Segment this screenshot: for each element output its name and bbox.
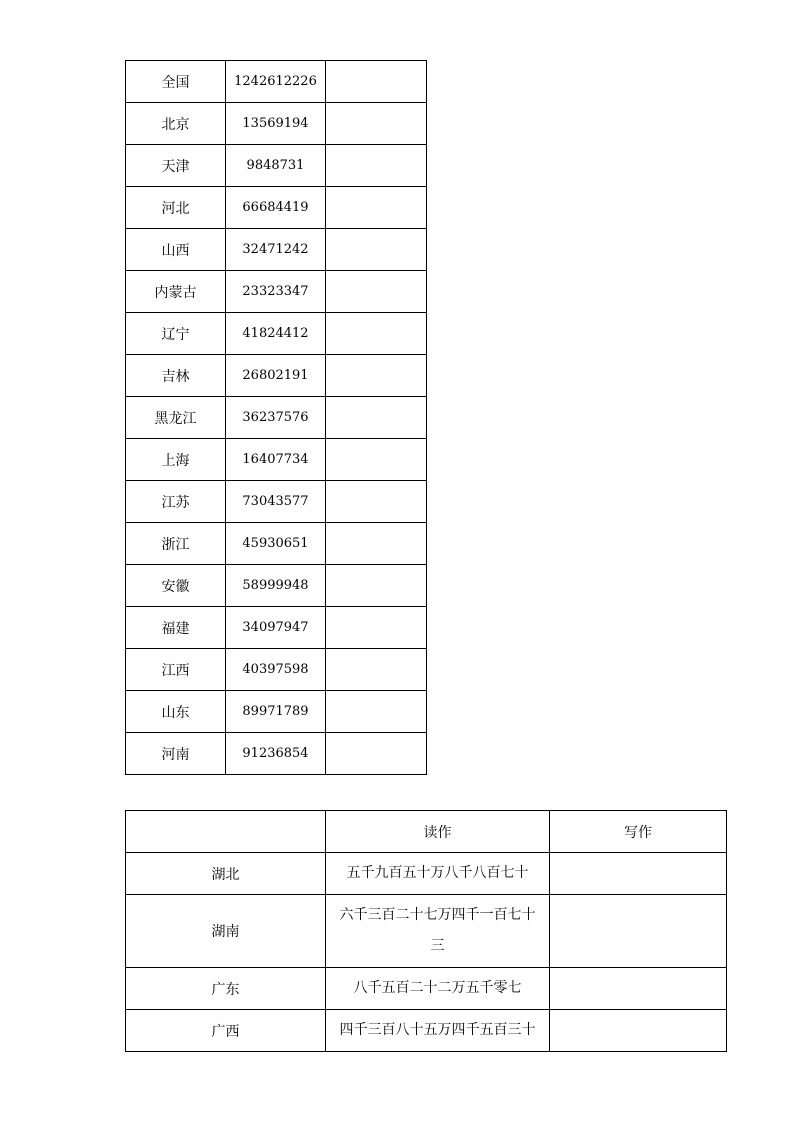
table-row <box>126 355 427 397</box>
blank-cell <box>326 607 427 649</box>
table-row <box>126 691 427 733</box>
blank-cell <box>326 355 427 397</box>
population-cell: 58999948 <box>226 565 326 607</box>
region-cell: 浙江 <box>126 523 226 565</box>
population-table-body <box>126 61 427 775</box>
table-row <box>126 1010 727 1052</box>
population-cell: 36237576 <box>226 397 326 439</box>
region-cell: 吉林 <box>126 355 226 397</box>
blank-cell <box>326 313 427 355</box>
table-row <box>126 313 427 355</box>
region-cell: 广西 <box>126 1010 326 1052</box>
population-cell: 73043577 <box>226 481 326 523</box>
reading-writing-table <box>125 810 727 1052</box>
blank-cell <box>326 649 427 691</box>
population-table <box>125 60 427 775</box>
table-row <box>126 481 427 523</box>
region-cell: 辽宁 <box>126 313 226 355</box>
reading-writing-table-body <box>126 811 727 1052</box>
table-header-row <box>126 811 727 853</box>
table-row <box>126 607 427 649</box>
population-cell: 13569194 <box>226 103 326 145</box>
population-cell: 40397598 <box>226 649 326 691</box>
table-row <box>126 649 427 691</box>
region-cell: 广东 <box>126 968 326 1010</box>
region-cell: 山西 <box>126 229 226 271</box>
region-cell: 河北 <box>126 187 226 229</box>
table-row <box>126 523 427 565</box>
region-cell: 黑龙江 <box>126 397 226 439</box>
region-cell: 江西 <box>126 649 226 691</box>
population-cell: 9848731 <box>226 145 326 187</box>
table-row <box>126 61 427 103</box>
header-region <box>126 811 326 853</box>
reading-cell: 五千九百五十万八千八百七十 <box>326 853 550 895</box>
region-cell: 安徽 <box>126 565 226 607</box>
blank-cell <box>326 733 427 775</box>
writing-cell <box>550 968 727 1010</box>
table-row <box>126 439 427 481</box>
population-cell: 41824412 <box>226 313 326 355</box>
population-cell: 66684419 <box>226 187 326 229</box>
region-cell: 福建 <box>126 607 226 649</box>
population-cell: 89971789 <box>226 691 326 733</box>
population-cell: 23323347 <box>226 271 326 313</box>
table-row <box>126 145 427 187</box>
blank-cell <box>326 271 427 313</box>
writing-cell <box>550 1010 727 1052</box>
region-cell: 山东 <box>126 691 226 733</box>
blank-cell <box>326 229 427 271</box>
reading-cell: 四千三百八十五万四千五百三十 <box>326 1010 550 1052</box>
blank-cell <box>326 565 427 607</box>
writing-cell <box>550 895 727 968</box>
blank-cell <box>326 481 427 523</box>
population-cell: 1242612226 <box>226 61 326 103</box>
region-cell: 河南 <box>126 733 226 775</box>
table-row <box>126 968 727 1010</box>
blank-cell <box>326 145 427 187</box>
reading-cell: 八千五百二十二万五千零七 <box>326 968 550 1010</box>
region-cell: 内蒙古 <box>126 271 226 313</box>
table-row <box>126 853 727 895</box>
region-cell: 上海 <box>126 439 226 481</box>
table-row <box>126 271 427 313</box>
population-cell: 45930651 <box>226 523 326 565</box>
population-cell: 26802191 <box>226 355 326 397</box>
population-cell: 91236854 <box>226 733 326 775</box>
writing-cell <box>550 853 727 895</box>
blank-cell <box>326 103 427 145</box>
header-read: 读作 <box>326 811 550 853</box>
region-cell: 全国 <box>126 61 226 103</box>
blank-cell <box>326 523 427 565</box>
population-cell: 16407734 <box>226 439 326 481</box>
region-cell: 江苏 <box>126 481 226 523</box>
table-row <box>126 103 427 145</box>
reading-cell: 六千三百二十七万四千一百七十三 <box>326 895 550 968</box>
table-row <box>126 397 427 439</box>
region-cell: 天津 <box>126 145 226 187</box>
region-cell: 湖北 <box>126 853 326 895</box>
blank-cell <box>326 691 427 733</box>
table-row <box>126 229 427 271</box>
table-row <box>126 895 727 968</box>
table-row <box>126 565 427 607</box>
blank-cell <box>326 61 427 103</box>
blank-cell <box>326 397 427 439</box>
header-write: 写作 <box>550 811 727 853</box>
blank-cell <box>326 439 427 481</box>
blank-cell <box>326 187 427 229</box>
region-cell: 北京 <box>126 103 226 145</box>
table-row <box>126 733 427 775</box>
table-row <box>126 187 427 229</box>
region-cell: 湖南 <box>126 895 326 968</box>
population-cell: 34097947 <box>226 607 326 649</box>
population-cell: 32471242 <box>226 229 326 271</box>
